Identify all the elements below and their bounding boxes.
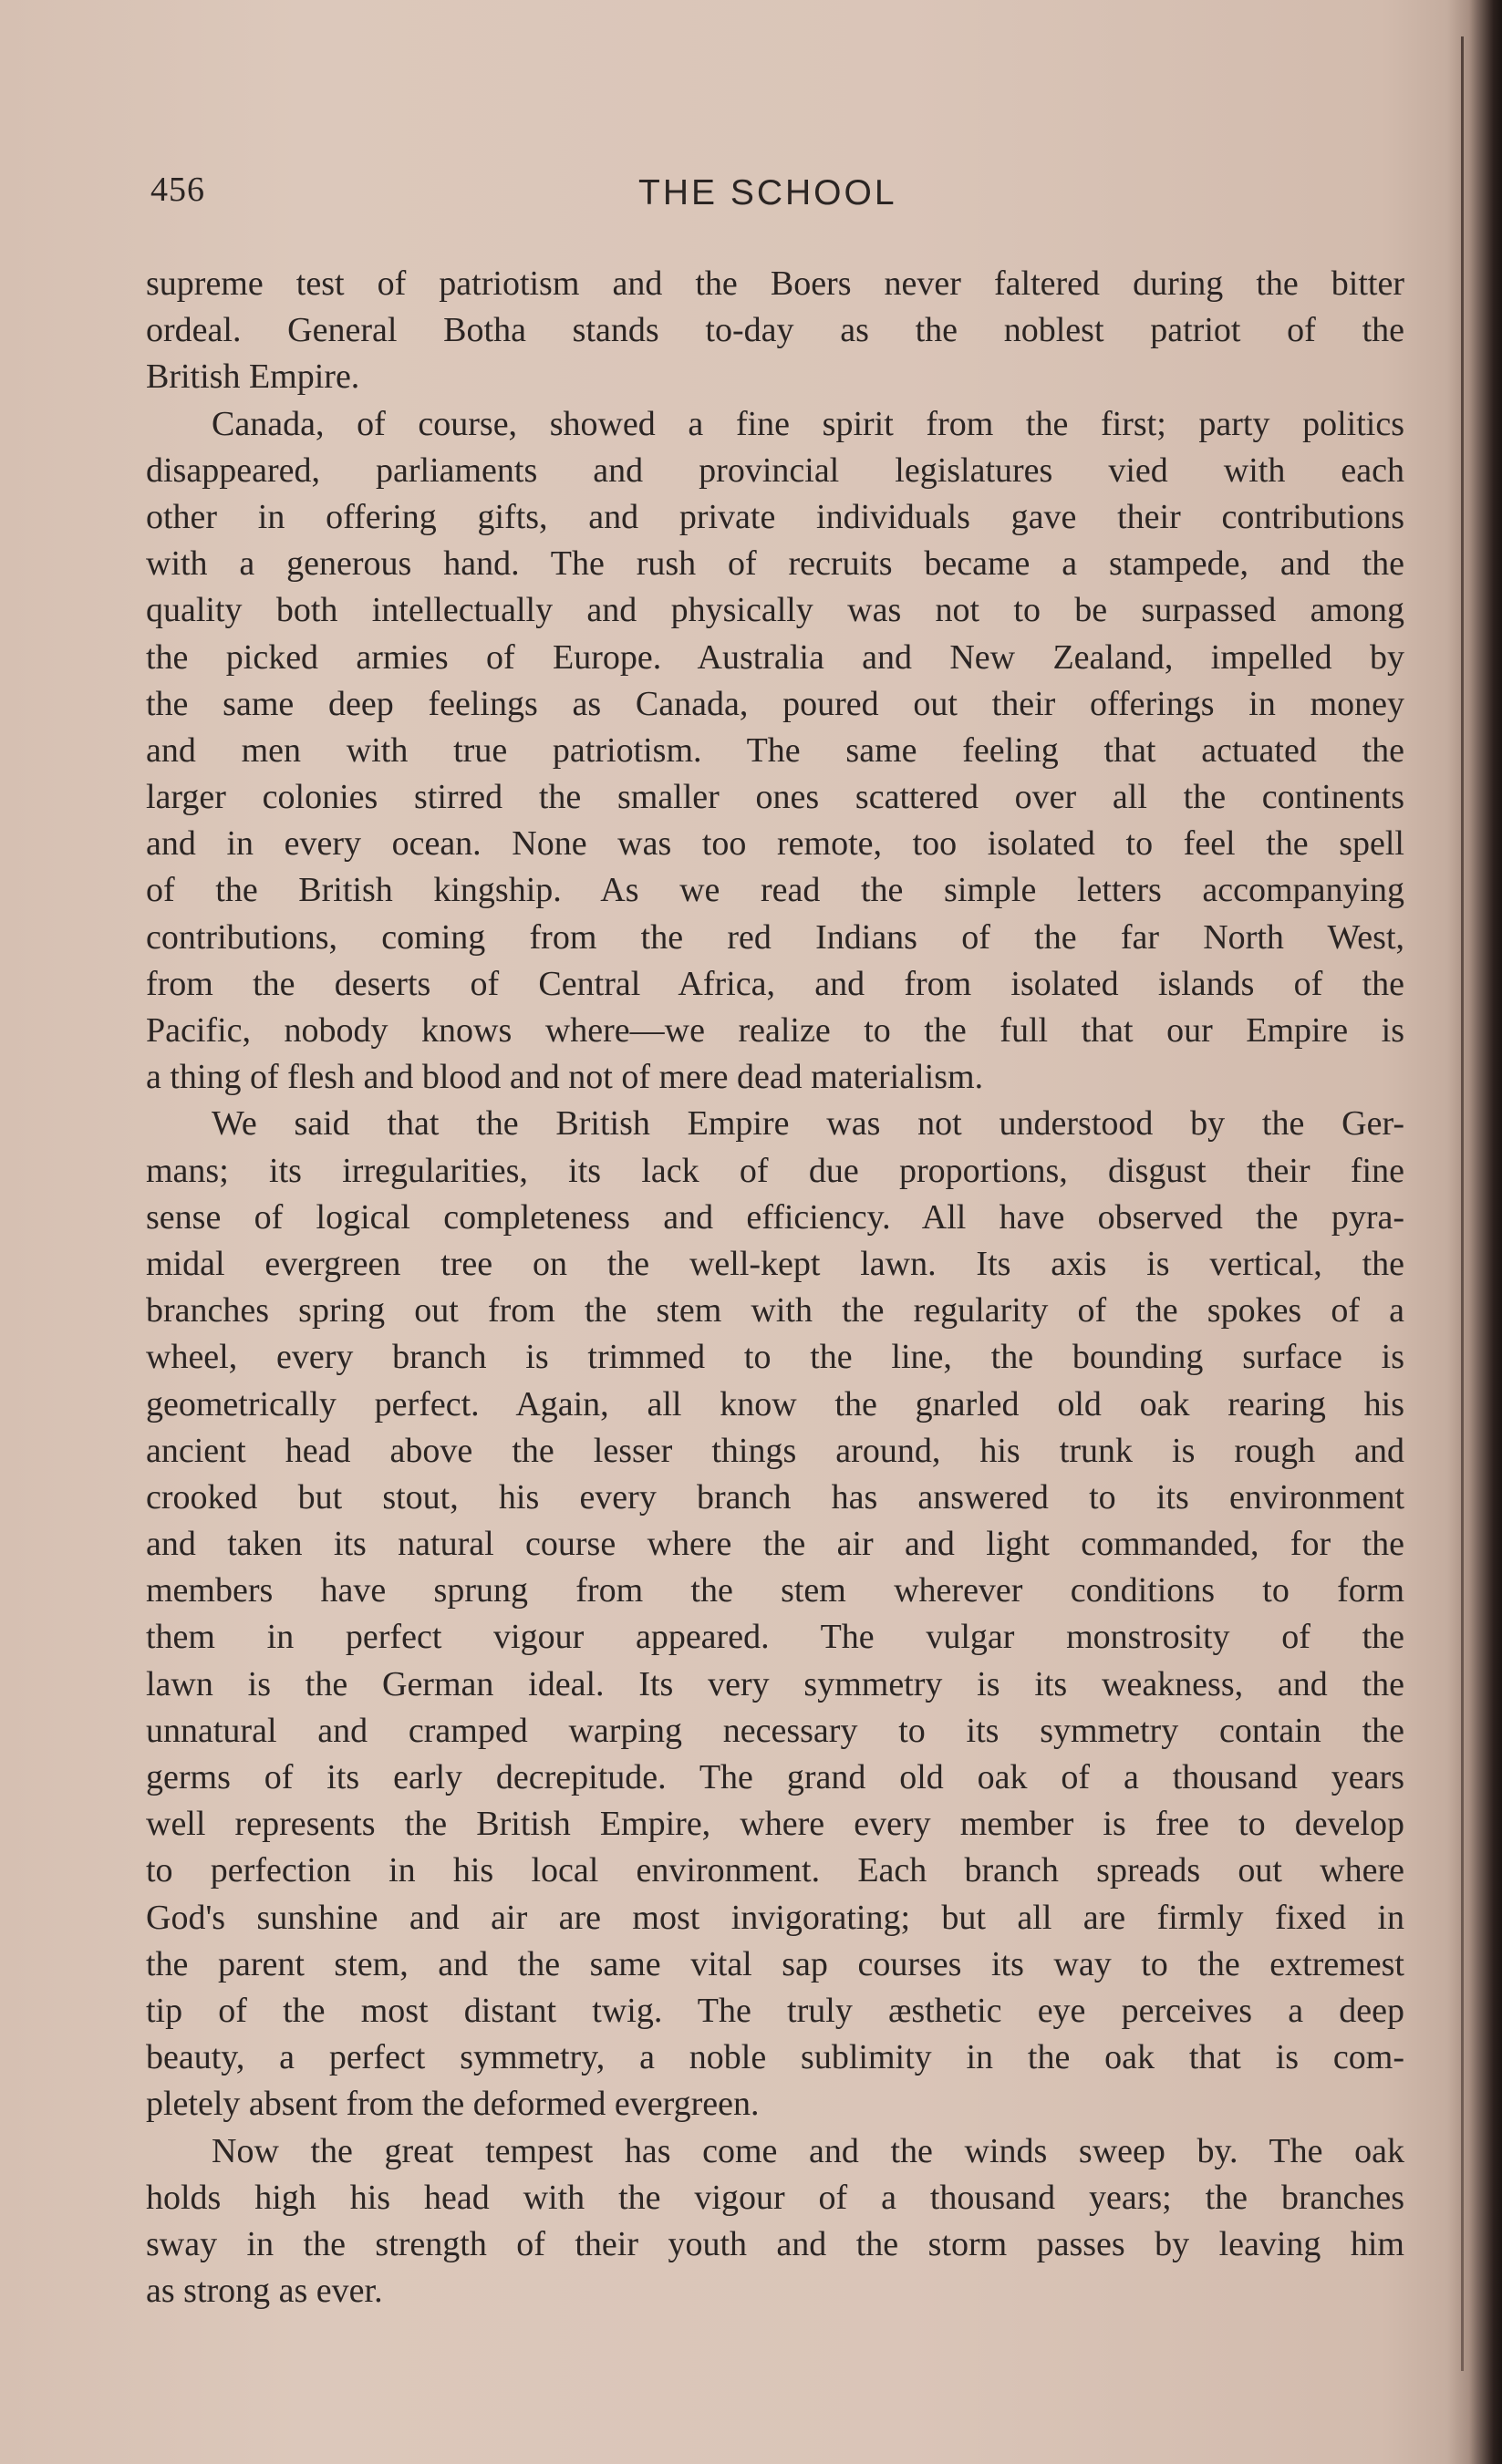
text-line: crooked but stout, his every branch has answered to its environment (146, 1477, 1404, 1517)
text-line: wheel, every branch is trimmed to the line, the bounding surface is (146, 1338, 1404, 1377)
text-line: Pacific, nobody knows where—we realize to the full that our Empire is (146, 1011, 1404, 1050)
text-line: of the British kingship. As we read the simple letters accompanying (146, 871, 1404, 910)
text-line: contributions, coming from the red Indians of the far North West, (146, 917, 1404, 957)
text-line: supreme test of patriotism and the Boers never faltered during the bitter (146, 264, 1404, 303)
text-line: tip of the most distant twig. The truly æsthetic eye perceives a deep (146, 1991, 1404, 2030)
text-line: disappeared, parliaments and provincial legislatures vied with each (146, 450, 1404, 490)
text-line: Canada, of course, showed a fine spirit from the first; party politics (212, 404, 1404, 443)
text-line: with a generous hand. The rush of recruits became a stampede, and the (146, 544, 1404, 584)
text-line: germs of its early decrepitude. The grand old oak of a thousand years (146, 1758, 1404, 1796)
text-line: unnatural and cramped warping necessary to its symmetry contain the (146, 1711, 1404, 1750)
text-line: well represents the British Empire, where every member is free to develop (146, 1805, 1404, 1844)
text-line: sense of logical completeness and efficiency. All have observed the pyra- (146, 1197, 1404, 1237)
text-line: beauty, a perfect symmetry, a noble sublimity in the oak that is com- (146, 2038, 1404, 2077)
text-line: and taken its natural course where the air and light commanded, for the (146, 1525, 1404, 1564)
text-line: pletely absent from the deformed evergreen. (146, 2085, 760, 2124)
text-line: as strong as ever. (146, 2272, 383, 2311)
text-line: geometrically perfect. Again, all know the gnarled old oak rearing his (146, 1384, 1404, 1424)
text-line: the picked armies of Europe. Australia and New Zealand, impelled by (146, 637, 1404, 677)
text-line: members have sprung from the stem wherever conditions to form (146, 1571, 1404, 1610)
text-line: larger colonies stirred the smaller ones scattered over all the continents (146, 778, 1404, 817)
text-line: the parent stem, and the same vital sap courses its way to the extremest (146, 1944, 1404, 1983)
text-line: lawn is the German ideal. Its very symmetry is its weakness, and the (146, 1664, 1404, 1703)
text-line: the same deep feelings as Canada, poured out their offerings in money (146, 684, 1404, 723)
page-binding-shadow (1447, 0, 1502, 2464)
text-line: and in every ocean. None was too remote, too isolated to feel the spell (146, 824, 1404, 864)
text-line: a thing of flesh and blood and not of mere dead materialism. (146, 1058, 984, 1097)
text-line: other in offering gifts, and private individuals gave their contributions (146, 497, 1404, 536)
text-line: and men with true patriotism. The same feeling that actuated the (146, 730, 1404, 770)
text-line: quality both intellectually and physically was not to be surpassed among (146, 591, 1404, 630)
text-line: British Empire. (146, 357, 360, 397)
running-head: THE SCHOOL (638, 173, 897, 212)
text-line: mans; its irregularities, its lack of due proportions, disgust their fine (146, 1151, 1404, 1190)
text-line: Now the great tempest has come and the winds sweep by. The oak (212, 2131, 1404, 2170)
text-line: We said that the British Empire was not understood by the Ger- (212, 1104, 1404, 1144)
text-line: sway in the strength of their youth and the storm passes by leaving him (146, 2224, 1404, 2263)
text-line: them in perfect vigour appeared. The vulgar monstrosity of the (146, 1618, 1404, 1657)
text-line: to perfection in his local environment. Each branch spreads out where (146, 1851, 1404, 1890)
text-line: branches spring out from the stem with the regularity of the spokes of a (146, 1291, 1404, 1330)
text-line: God's sunshine and air are most invigorating; but all are firmly fixed in (146, 1898, 1404, 1937)
text-line: from the deserts of Central Africa, and from isolated islands of the (146, 964, 1404, 1003)
page-number: 456 (150, 171, 205, 209)
page-header (150, 170, 1418, 224)
body-text (146, 261, 1404, 2314)
text-line: ancient head above the lesser things around, his trunk is rough and (146, 1431, 1404, 1470)
text-line: midal evergreen tree on the well-kept lawn. Its axis is vertical, the (146, 1244, 1404, 1283)
text-line: holds high his head with the vigour of a thousand years; the branches (146, 2178, 1404, 2217)
text-line: ordeal. General Botha stands to-day as the noblest patriot of the (146, 311, 1404, 350)
